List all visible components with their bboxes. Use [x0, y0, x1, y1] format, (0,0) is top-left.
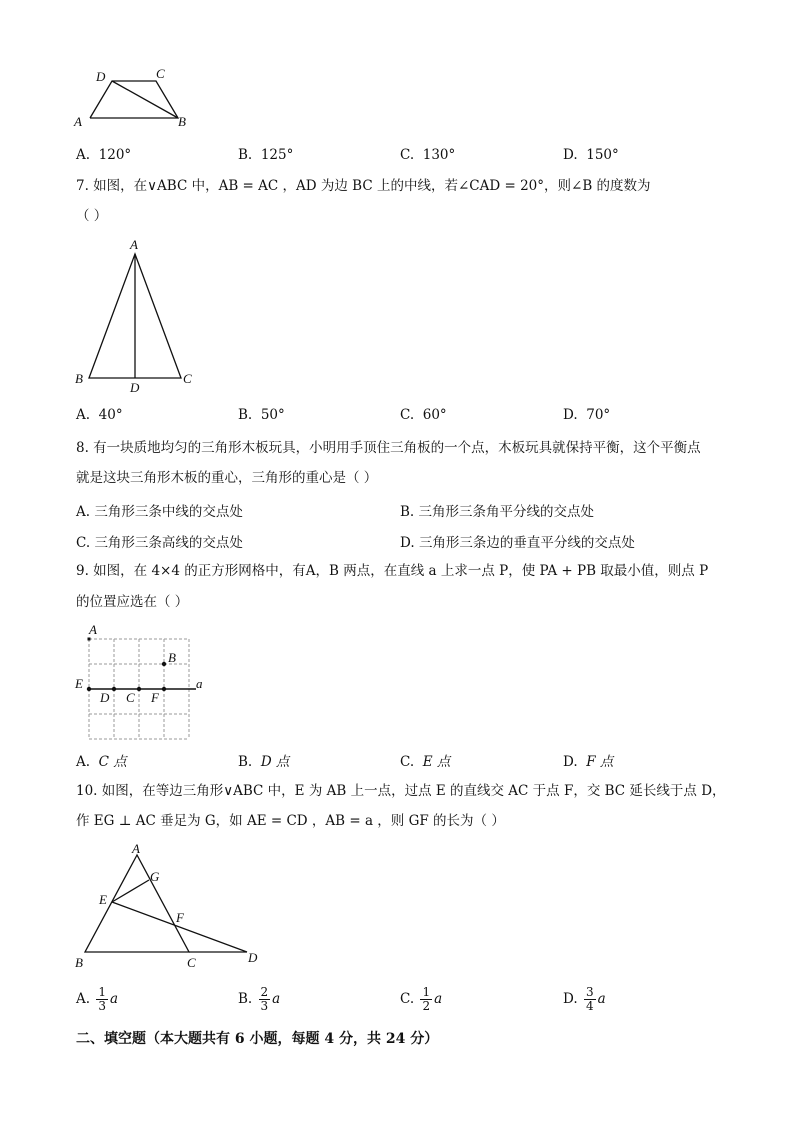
- q6-label-c: C: [156, 66, 165, 81]
- q9-point-a: [88, 638, 91, 641]
- q6-label-d: D: [96, 69, 106, 84]
- q9-stem-line1: 9. 如图，在 4×4 的正方形网格中，有A，B 两点，在直线 a 上求一点 P，使 PA + PB 取最小值，则点 P: [76, 563, 709, 579]
- q8-option-a[interactable]: A. 三角形三条中线的交点处: [76, 504, 243, 520]
- q7-option-a[interactable]: A. 40°: [76, 407, 123, 423]
- q10-option-a-fraction: $\frac{1}{3}$: [98, 985, 106, 1013]
- q8-option-c[interactable]: C. 三角形三条高线的交点处: [76, 535, 243, 551]
- q6-figure: [70, 62, 200, 134]
- q9-label-c: C: [126, 690, 135, 705]
- q8-option-d[interactable]: D. 三角形三条边的垂直平分线的交点处: [400, 535, 635, 551]
- q6-option-c[interactable]: C. 130°: [400, 147, 456, 163]
- q7-option-b[interactable]: B. 50°: [238, 407, 285, 423]
- q9-option-d[interactable]: D. F 点: [563, 754, 614, 770]
- q10-option-c[interactable]: C. $\frac{1}{2}$ a: [400, 985, 443, 1013]
- q7-option-c[interactable]: C. 60°: [400, 407, 447, 423]
- q9-point-c: [137, 687, 141, 691]
- q9-label-e: E: [75, 676, 83, 691]
- q9-option-b[interactable]: B. D 点: [238, 754, 290, 770]
- q10-label-e: E: [99, 892, 107, 907]
- q9-point-f: [162, 687, 166, 691]
- q6-option-d[interactable]: D. 150°: [563, 147, 619, 163]
- q10-option-b[interactable]: B. $\frac{2}{3}$ a: [238, 985, 281, 1013]
- q10-option-b-fraction: $\frac{2}{3}$: [260, 985, 269, 1013]
- q10-stem-line1: 10. 如图，在等边三角形∨ABC 中，E 为 AB 上一点，过点 E 的直线交 AC 于点 F，交 BC 延长线于点 D，: [76, 783, 726, 799]
- q7-label-c: C: [183, 371, 192, 386]
- section-2-title: 二、填空题（本大题共有 6 小题，每题 4 分，共 24 分）: [76, 1031, 439, 1047]
- q9-label-a-line: a: [196, 676, 203, 691]
- q6-label-b: B: [178, 114, 186, 129]
- q7-label-a: A: [130, 237, 138, 252]
- q7-label-b: B: [75, 371, 83, 386]
- q9-label-a: A: [89, 622, 97, 637]
- q6-diagonal-db: [112, 81, 178, 118]
- q9-option-c[interactable]: C. E 点: [400, 754, 451, 770]
- q7-stem-line2: （ ）: [76, 208, 108, 224]
- q10-label-f: F: [176, 910, 184, 925]
- q9-point-e: [87, 687, 91, 691]
- q9-label-b: B: [168, 650, 176, 665]
- q10-option-a[interactable]: A. $\frac{1}{3}$ a: [76, 985, 119, 1013]
- q10-label-b: B: [75, 955, 83, 970]
- q10-figure: [72, 842, 272, 972]
- q6-option-a[interactable]: A. 120°: [76, 147, 132, 163]
- q10-label-c: C: [187, 955, 196, 970]
- q9-option-a[interactable]: A. C 点: [76, 754, 127, 770]
- q9-point-d: [112, 687, 116, 691]
- q9-point-b: [162, 662, 166, 666]
- q7-stem-line1: 7. 如图，在∨ABC 中，AB = AC ，AD 为边 BC 上的中线，若∠CAD = 20°，则∠B 的度数为: [76, 178, 651, 194]
- q7-option-d[interactable]: D. 70°: [563, 407, 611, 423]
- q9-label-d: D: [100, 690, 110, 705]
- q8-stem-line2: 就是这块三角形木板的重心，三角形的重心是（ ）: [76, 470, 378, 486]
- q10-label-d: D: [248, 950, 258, 965]
- q7-figure: [72, 234, 202, 396]
- q10-option-d[interactable]: D. $\frac{3}{4}$ a: [563, 985, 606, 1013]
- q9-figure: [72, 618, 212, 742]
- q10-label-g: G: [150, 869, 160, 884]
- q8-option-b[interactable]: B. 三角形三条角平分线的交点处: [400, 504, 595, 520]
- q6-trapezoid: [90, 81, 178, 118]
- q10-label-a: A: [132, 842, 140, 856]
- q9-stem-line2: 的位置应选在（ ）: [76, 594, 189, 610]
- q6-option-b[interactable]: B. 125°: [238, 147, 294, 163]
- q9-label-f: F: [151, 690, 159, 705]
- q8-stem-line1: 8. 有一块质地均匀的三角形木板玩具，小明用手顶住三角板的一个点，木板玩具就保持平衡，这个平衡点: [76, 440, 701, 456]
- q10-option-c-fraction: $\frac{1}{2}$: [422, 985, 431, 1013]
- q7-label-d: D: [130, 380, 140, 395]
- q6-label-a: A: [74, 114, 82, 129]
- q10-option-d-fraction: $\frac{3}{4}$: [585, 985, 594, 1013]
- q10-stem-line2: 作 EG ⊥ AC 垂足为 G，如 AE = CD ，AB = a ，则 GF 的长为（ ）: [76, 813, 505, 829]
